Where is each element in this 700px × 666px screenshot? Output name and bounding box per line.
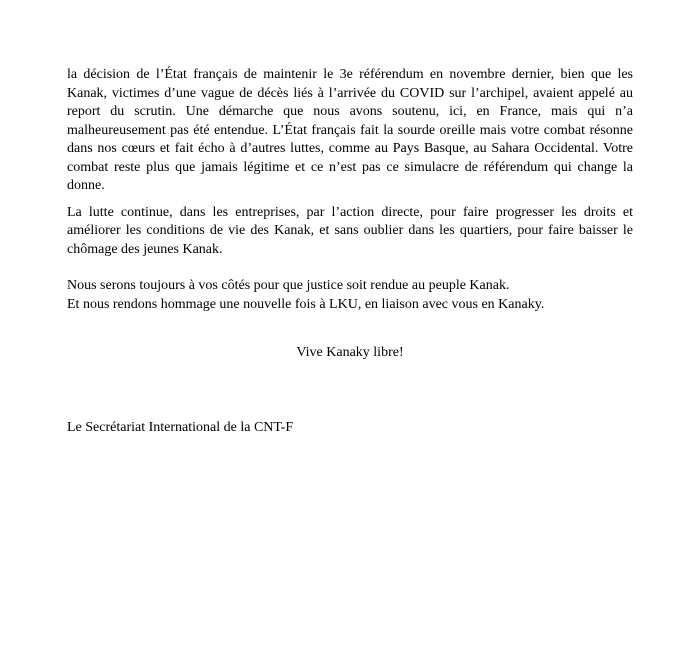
closing-line-2: Et nous rendons hommage une nouvelle fois à LKU, en liaison avec vous en Kanaky.: [67, 296, 545, 312]
body-paragraph-1: la décision de l’État français de maintenir le 3e référendum en novembre dernier, bien que les Kanak, victimes d’une vague de décès liés à l’arrivée du COVID sur l’archipel, avaient appelé au report du scrutin. Une démarche que nous avons soutenu, ici, en France, mais qui n’a malheureusement pas été entendue. L’État français fait la sourde oreille mais votre combat résonne dans nos cœurs et fait écho à d’autres luttes, comme au Pays Basque, au Sahara Occidental. Votre combat reste plus que jamais légitime et ce n’est pas ce simulacre de référendum qui change la donne.: [67, 67, 633, 193]
spacer: [67, 259, 633, 277]
closing-line-1: Nous serons toujours à vos côtés pour que justice soit rendue au peuple Kanak.: [67, 278, 510, 293]
signature: Le Secrétariat International de la CNT-F: [67, 419, 294, 435]
slogan: Vive Kanaky libre!: [296, 345, 404, 360]
body-paragraph-2: La lutte continue, dans les entreprises, par l’action directe, pour faire progresser les droits et améliorer les conditions de vie des Kanak, et sans oublier dans les quartiers, pour faire baisser le chômage des jeunes Kanak.: [67, 204, 633, 257]
spacer: [67, 314, 633, 344]
document-page: [67, 66, 633, 437]
spacer: [67, 363, 633, 419]
